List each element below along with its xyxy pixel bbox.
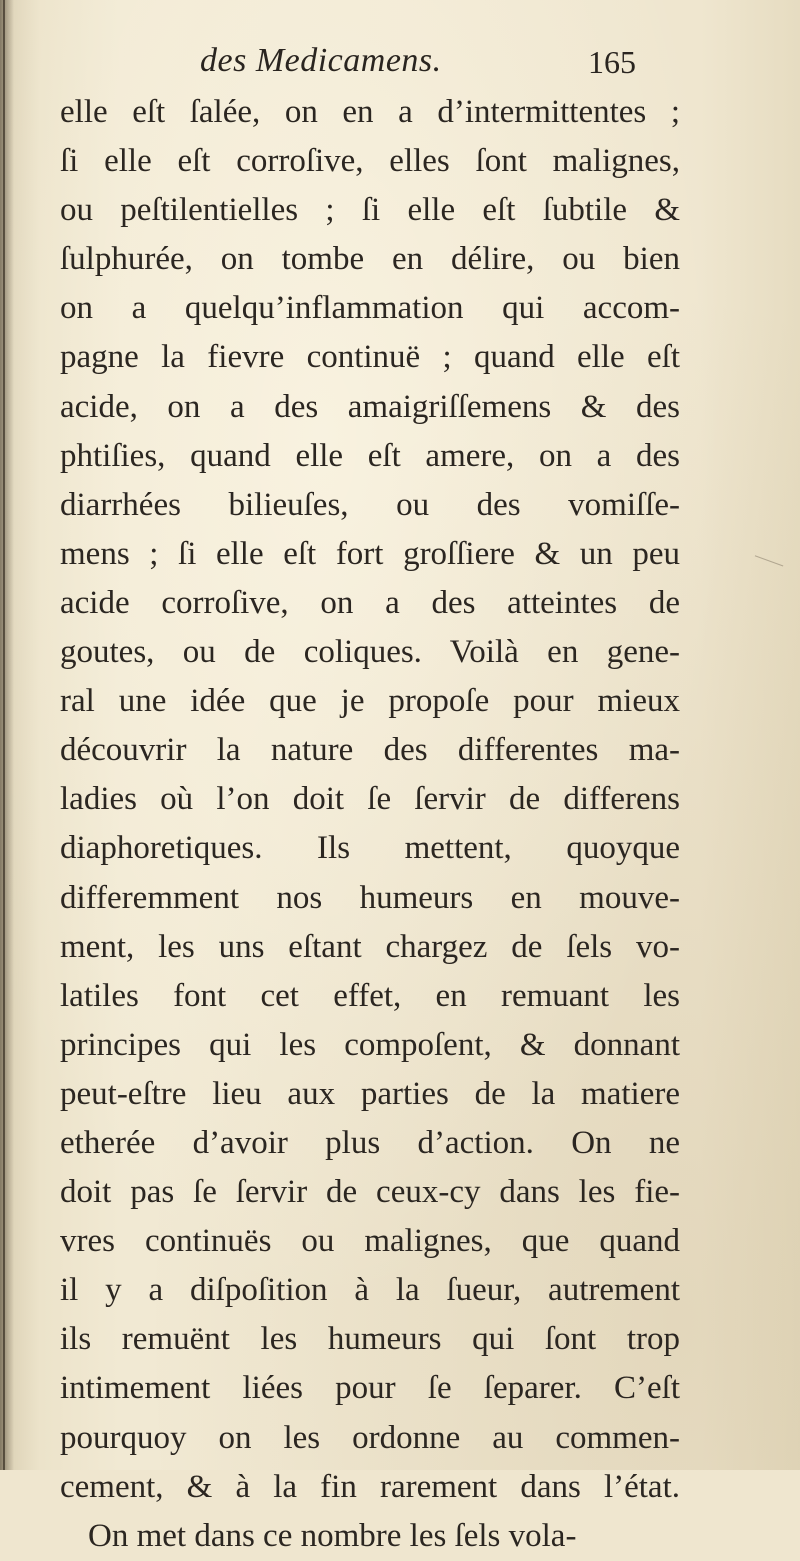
text-line: elle eſt ſalée, on en a d’intermittentes ; (60, 94, 680, 130)
text-line: ſulphurée, on tombe en délire, ou bien (60, 241, 680, 278)
text-line: diarrhées bilieuſes, ou des vomiſſe- (60, 486, 680, 523)
text-line: doit pas ſe ſervir de ceux-cy dans les fie- (60, 1174, 680, 1211)
text-line: il y a diſpoſition à la ſueur, autrement (60, 1272, 680, 1309)
text-line: diaphoretiques. Ils mettent, quoyque (60, 830, 680, 867)
text-line: ils remuënt les humeurs qui ſont trop (60, 1321, 680, 1358)
text-line: cement, & à la fin rarement dans l’état. (60, 1468, 680, 1505)
running-head: des Medicamens. (200, 42, 442, 79)
text-line: ment, les uns eſtant chargez de ſels vo- (60, 928, 680, 965)
text-line: on a quelqu’inflammation qui accom- (60, 290, 680, 327)
text-line: intimement liées pour ſe ſeparer. C’eſt (60, 1370, 680, 1407)
text-line: latiles font cet effet, en remuant les (60, 977, 680, 1014)
text-line: ſi elle eſt corroſive, elles ſont malignes, (60, 143, 680, 180)
text-line: mens ; ſi elle eſt fort groſſiere & un peu (60, 535, 680, 572)
text-line: differemment nos humeurs en mouve- (60, 879, 680, 916)
text-line: goutes, ou de coliques. Voilà en gene- (60, 634, 680, 671)
text-line: ral une idée que je propoſe pour mieux (60, 683, 680, 720)
text-line: vres continuës ou malignes, que quand (60, 1223, 680, 1260)
text-line: découvrir la nature des differentes ma- (60, 732, 680, 769)
text-line: peut-eſtre lieu aux parties de la matiere (60, 1075, 680, 1112)
text-line: ladies où l’on doit ſe ſervir de differens (60, 781, 680, 818)
paper-mark (751, 555, 784, 577)
text-line: principes qui les compoſent, & donnant (60, 1026, 680, 1063)
text-line: phtiſies, quand elle eſt amere, on a des (60, 437, 680, 474)
text-line: etherée d’avoir plus d’action. On ne (60, 1124, 680, 1161)
text-line: pourquoy on les ordonne au commen- (60, 1419, 680, 1456)
text-line: acide corroſive, on a des atteintes de (60, 584, 680, 621)
binding-edge (3, 0, 5, 1470)
body-text (60, 88, 680, 1561)
page-number: 165 (588, 44, 636, 80)
text-line: ou peſtilentielles ; ſi elle eſt ſubtile & (60, 192, 680, 229)
text-line: pagne la fievre continuë ; quand elle eſt (60, 339, 680, 376)
text-line: acide, on a des amaigriſſemens & des (60, 388, 680, 425)
paragraph-start-line: On met dans ce nombre les ſels vola- (88, 1517, 577, 1554)
